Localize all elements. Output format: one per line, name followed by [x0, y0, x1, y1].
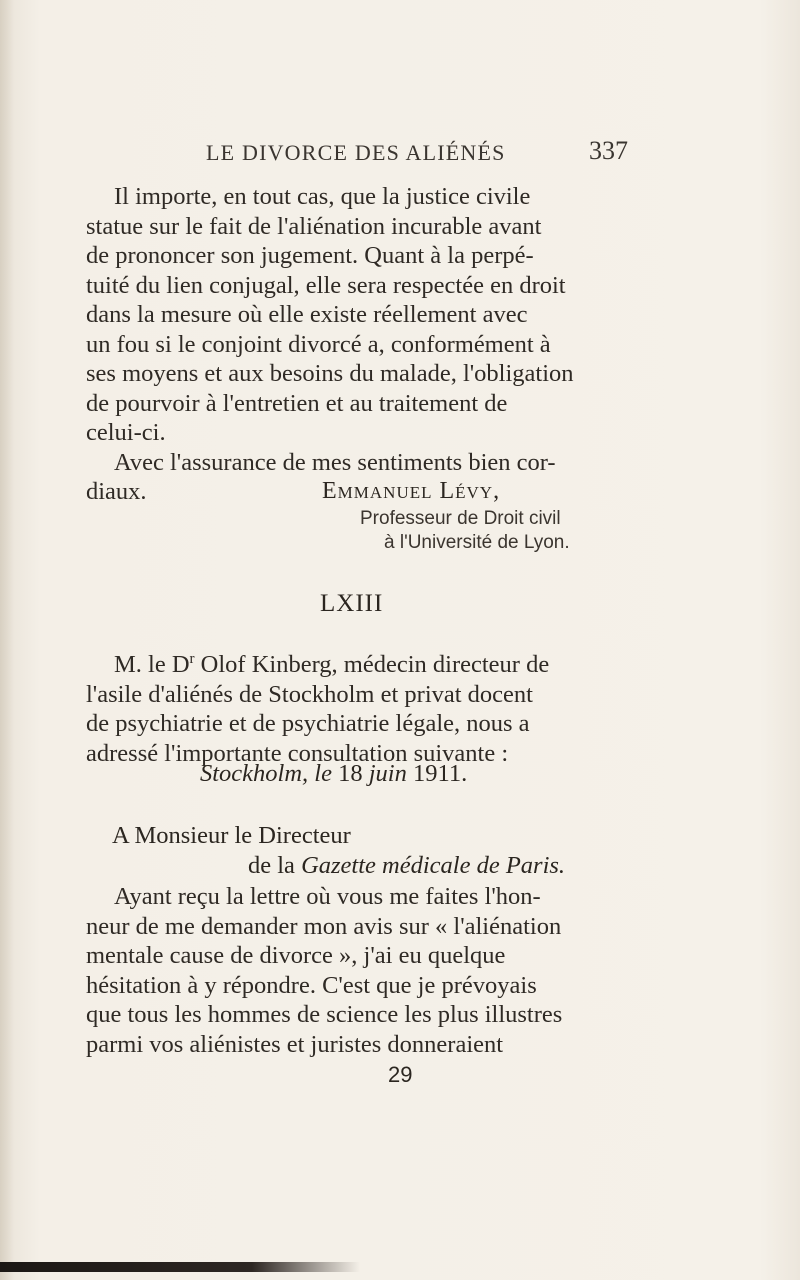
salutation-prefix: de la — [248, 852, 295, 879]
text-line — [86, 650, 626, 680]
text-line: neur de me demander mon avis sur « l'aliénation — [86, 912, 562, 940]
letter-start-paragraph — [86, 882, 626, 1059]
text-line: dans la mesure où elle existe réellement avec — [86, 301, 528, 328]
text-line: un fou si le conjoint divorcé a, conformément à — [86, 330, 551, 358]
section-number: LXIII — [320, 590, 384, 617]
letter-end-paragraph — [86, 182, 626, 507]
intro-part1: M. le D — [114, 651, 190, 678]
page-number: 337 — [589, 136, 628, 165]
place-date — [200, 760, 467, 788]
text-line: parmi vos aliénistes et juristes donneraient — [86, 1030, 504, 1058]
text-line: de prononcer son jugement. Quant à la perpé- — [86, 242, 534, 269]
text-line: mentale cause de divorce », j'ai eu quelque — [86, 942, 506, 969]
text-line: adressé l'importante consultation suivante : — [86, 739, 509, 767]
text-line: celui-ci. — [86, 419, 166, 446]
page-gutter-shadow — [0, 0, 14, 1280]
day: 18 — [338, 760, 363, 787]
closing-line: diaux. — [86, 478, 147, 505]
running-head — [188, 136, 628, 172]
place: Stockholm, le — [200, 760, 332, 787]
text-line: de pourvoir à l'entretien et au traitement de — [86, 389, 508, 417]
journal-name: Gazette médicale de Paris. — [301, 852, 566, 879]
text-line: Il importe, en tout cas, que la justice civile — [114, 183, 531, 210]
text-line: statue sur le fait de l'aliénation incurable avant — [86, 212, 542, 240]
intro-paragraph — [86, 650, 626, 768]
closing-line: Avec l'assurance de mes sentiments bien cor- — [114, 448, 556, 476]
signature-title-2: à l'Université de Lyon. — [384, 532, 570, 553]
year: 1911. — [413, 760, 468, 787]
intro-part2: Olof Kinberg, médecin directeur de — [194, 651, 550, 678]
text-line: tuité du lien conjugal, elle sera respectée en droit — [86, 271, 566, 299]
salutation-line-1: A Monsieur le Directeur — [112, 822, 351, 849]
intro-superscript: r — [189, 651, 195, 667]
page-bottom-edge — [0, 1262, 360, 1272]
text-line: ses moyens et aux besoins du malade, l'obligation — [86, 360, 574, 387]
signature-title-1: Professeur de Droit civil — [360, 508, 561, 529]
running-head-title: LE DIVORCE DES ALIÉNÉS — [206, 140, 506, 165]
text-line: que tous les hommes de science les plus illustres — [86, 1001, 563, 1028]
signature-name: Emmanuel Lévy, — [322, 478, 501, 504]
text-line: Ayant reçu la lettre où vous me faites l'hon- — [114, 883, 541, 910]
salutation-line-2 — [248, 852, 565, 880]
text-line: hésitation à y répondre. C'est que je prévoyais — [86, 971, 537, 999]
month: juin — [368, 760, 407, 787]
folio-signature-mark: 29 — [388, 1062, 413, 1087]
text-line: de psychiatrie et de psychiatrie légale, nous a — [86, 710, 530, 737]
text-line: l'asile d'aliénés de Stockholm et privat docent — [86, 680, 533, 708]
